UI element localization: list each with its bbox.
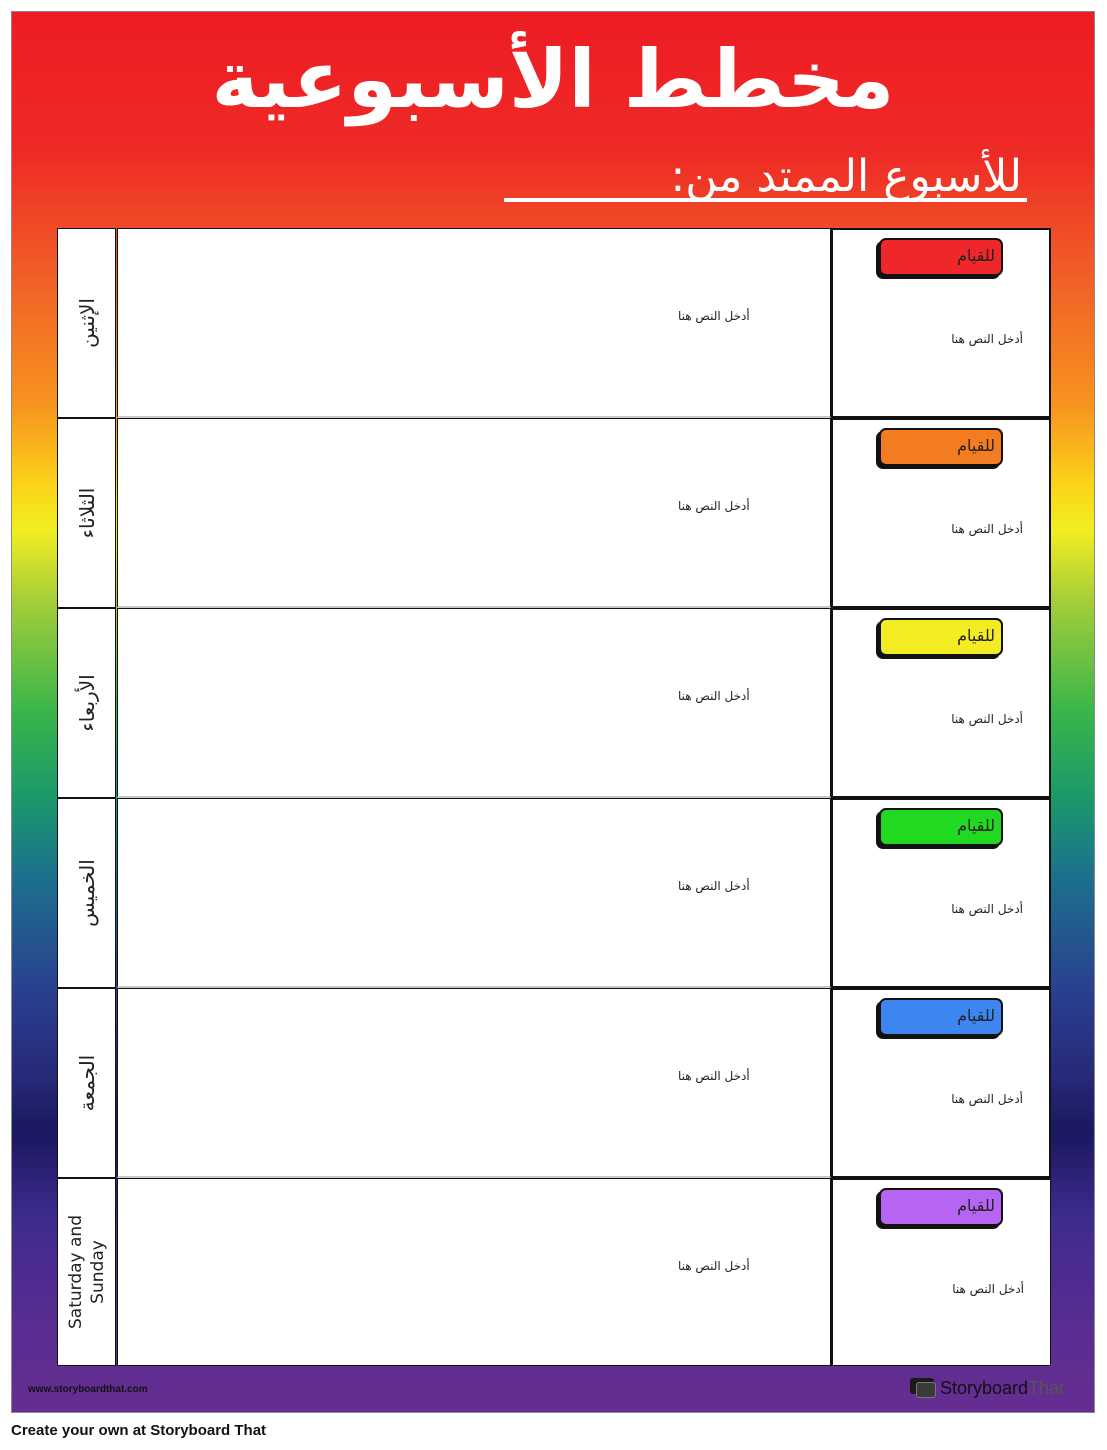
todo-cell[interactable] [831,798,1051,988]
day-label: الثلاثاء [74,487,99,539]
todo-cell[interactable] [831,988,1051,1178]
todo-placeholder[interactable]: أدخل النص هنا [951,902,1023,916]
day-cell [57,798,116,988]
todo-placeholder[interactable]: أدخل النص هنا [951,1092,1023,1106]
todo-tag [879,238,1003,276]
todo-tag [879,998,1003,1036]
day-label: الجمعة [74,1054,99,1112]
storyboardthat-logo[interactable] [910,1374,1064,1402]
notes-placeholder[interactable]: أدخل النص هنا [678,689,750,703]
day-label: الخميس [74,859,99,927]
day-cell [57,418,116,608]
todo-tag [879,618,1003,656]
todo-tag [879,1188,1003,1226]
footer-url[interactable]: www.storyboardthat.com [28,1384,148,1395]
todo-placeholder[interactable]: أدخل النص هنا [951,712,1023,726]
day-row-monday [57,228,1051,418]
day-row-thursday [57,798,1051,988]
todo-placeholder[interactable]: أدخل النص هنا [952,1282,1024,1296]
notes-cell[interactable] [117,1178,831,1366]
notes-cell[interactable] [117,798,831,988]
todo-tag-label: للقيام [957,626,995,645]
todo-tag-label: للقيام [957,1196,995,1215]
notes-placeholder[interactable]: أدخل النص هنا [678,309,750,323]
day-label: الأربعاء [74,674,99,732]
day-row-friday [57,988,1051,1178]
notes-cell[interactable] [117,988,831,1178]
day-label: Saturday and Sunday [65,1215,108,1329]
logo-text [940,1378,1064,1399]
logo-text-part2: That [1028,1377,1065,1398]
weekly-planner-poster [11,11,1095,1413]
notes-cell[interactable] [117,418,831,608]
notes-placeholder[interactable]: أدخل النص هنا [678,1259,750,1273]
todo-cell[interactable] [831,1178,1051,1366]
notes-placeholder[interactable]: أدخل النص هنا [678,879,750,893]
todo-cell[interactable] [831,228,1051,418]
notes-placeholder[interactable]: أدخل النص هنا [678,499,750,513]
notes-placeholder[interactable]: أدخل النص هنا [678,1069,750,1083]
notes-cell[interactable] [117,608,831,798]
day-cell [57,608,116,798]
day-row-tuesday [57,418,1051,608]
day-cell [57,1178,116,1366]
week-of-label: للأسبوع الممتد من: [670,151,1022,202]
notes-cell[interactable] [117,228,831,418]
todo-tag [879,808,1003,846]
page-title: مخطط الأسبوعية [211,33,895,126]
bottom-caption[interactable]: Create your own at Storyboard That [11,1422,267,1439]
day-label: الإثنين [74,298,99,348]
day-row-wednesday [57,608,1051,798]
planner-grid [57,228,1051,1366]
day-cell [57,988,116,1178]
todo-tag-label: للقيام [957,816,995,835]
week-of-field [142,142,1022,212]
speech-bubble-icon [910,1378,936,1398]
day-row-weekend [57,1178,1051,1366]
logo-text-part1: Storyboard [940,1377,1029,1398]
todo-placeholder[interactable]: أدخل النص هنا [951,522,1023,536]
todo-cell[interactable] [831,608,1051,798]
todo-placeholder[interactable]: أدخل النص هنا [951,332,1023,346]
day-cell [57,228,116,418]
todo-tag-label: للقيام [957,436,995,455]
todo-tag-label: للقيام [957,1006,995,1025]
todo-cell[interactable] [831,418,1051,608]
todo-tag [879,428,1003,466]
todo-tag-label: للقيام [957,246,995,265]
